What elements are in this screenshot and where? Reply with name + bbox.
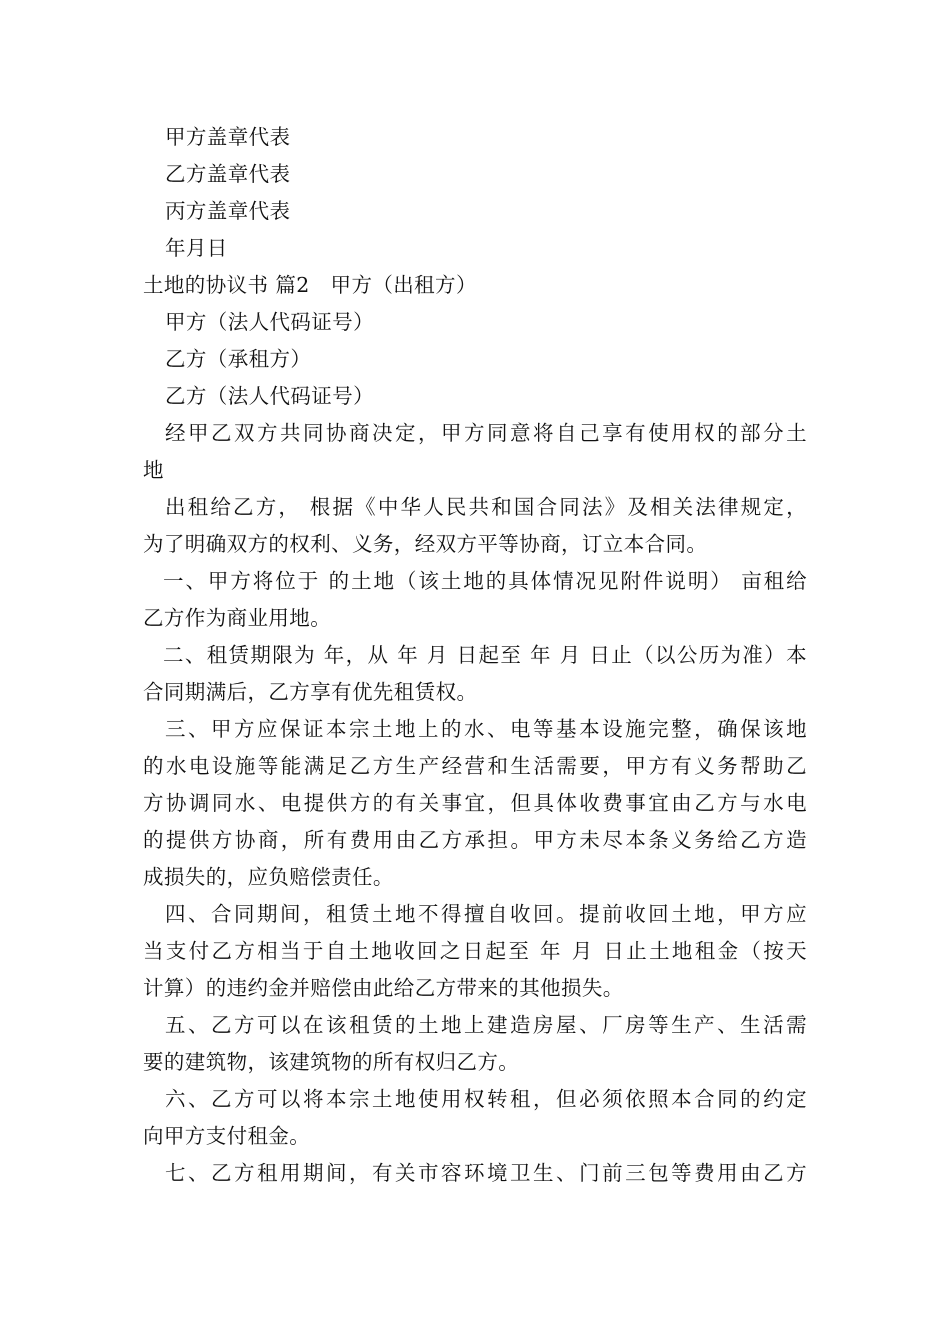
text-line: 甲方（法人代码证号） [165, 310, 374, 334]
paragraph-line: 一、甲方将位于 的土地（该土地的具体情况见附件说明） 亩租给 [163, 569, 807, 593]
paragraph-line: 的提供方协商，所有费用由乙方承担。甲方未尽本条义务给乙方造 [143, 828, 807, 852]
text-line: 乙方（法人代码证号） [165, 384, 374, 408]
paragraph-line: 三、甲方应保证本宗土地上的水、电等基本设施完整，确保该地 [165, 717, 807, 741]
paragraph-line: 向甲方支付租金。 [143, 1124, 311, 1148]
paragraph-line: 乙方作为商业用地。 [143, 606, 332, 630]
paragraph-line: 要的建筑物，该建筑物的所有权归乙方。 [143, 1050, 520, 1074]
paragraph-line: 为了明确双方的权利、义务，经双方平等协商，订立本合同。 [143, 532, 708, 556]
paragraph-line: 七、乙方租用期间，有关市容环境卫生、门前三包等费用由乙方 [165, 1161, 807, 1185]
text-line: 甲方盖章代表 [165, 125, 291, 149]
text-line: 丙方盖章代表 [165, 199, 291, 223]
text-line: 乙方（承租方） [165, 347, 312, 371]
paragraph-line: 计算）的违约金并赔偿由此给乙方带来的其他损失。 [143, 976, 624, 1000]
paragraph-line: 的水电设施等能满足乙方生产经营和生活需要，甲方有义务帮助乙 [143, 754, 807, 778]
paragraph-line: 成损失的，应负赔偿责任。 [143, 865, 394, 889]
text-line: 年月日 [165, 236, 228, 260]
document-body [143, 119, 807, 1192]
section-heading: 土地的协议书 篇2 甲方（出租方） [143, 273, 477, 297]
paragraph-line: 二、租赁期限为 年，从 年 月 日起至 年 月 日止（以公历为准）本 [163, 643, 807, 667]
paragraph-line: 地 [143, 458, 164, 482]
text-line: 乙方盖章代表 [165, 162, 291, 186]
paragraph-line: 六、乙方可以将本宗土地使用权转租，但必须依照本合同的约定 [165, 1087, 807, 1111]
paragraph-line: 五、乙方可以在该租赁的土地上建造房屋、厂房等生产、生活需 [165, 1013, 807, 1037]
paragraph-line: 四、合同期间，租赁土地不得擅自收回。提前收回土地，甲方应 [165, 902, 807, 926]
paragraph-line: 当支付乙方相当于自土地收回之日起至 年 月 日止土地租金（按天 [143, 939, 807, 963]
paragraph-line: 合同期满后，乙方享有优先租赁权。 [143, 680, 478, 704]
paragraph-line: 经甲乙双方共同协商决定，甲方同意将自己享有使用权的部分土 [165, 421, 807, 445]
paragraph-line: 出租给乙方， 根据《中华人民共和国合同法》及相关法律规定， [165, 495, 807, 519]
paragraph-line: 方协调同水、电提供方的有关事宜，但具体收费事宜由乙方与水电 [143, 791, 807, 815]
